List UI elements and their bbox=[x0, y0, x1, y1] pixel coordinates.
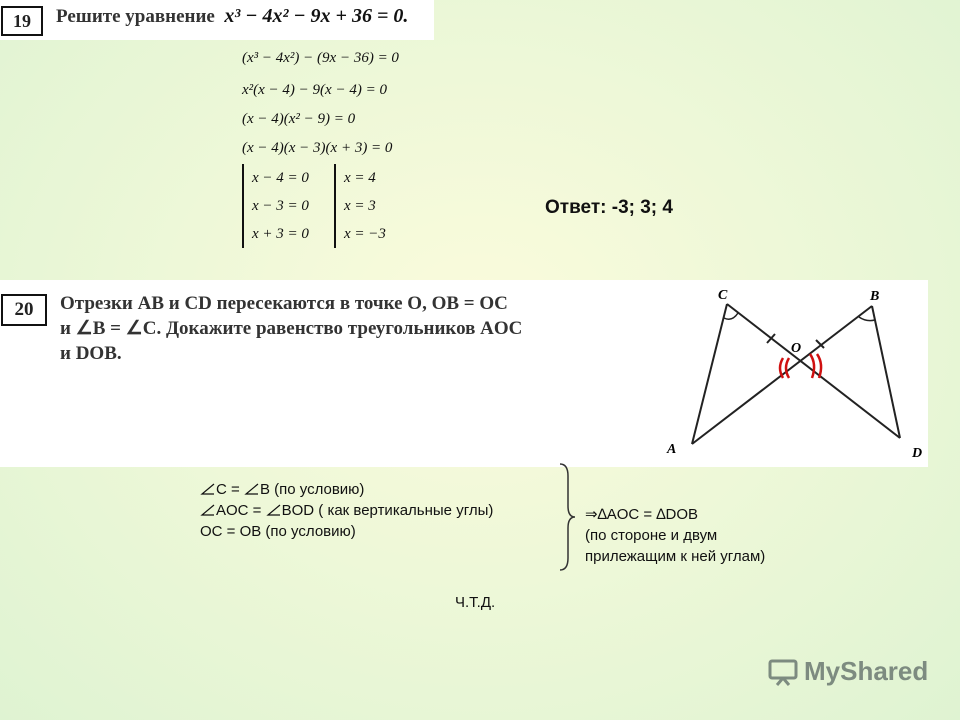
task20-text-line: и ∠B = ∠C. Докажите равенство треугольников AOC bbox=[60, 318, 523, 339]
task20-number: 20 bbox=[1, 294, 47, 326]
angle-b-mark bbox=[859, 317, 875, 321]
task20-text-line: Отрезки AB и CD пересекаются в точке O, OB = OC bbox=[60, 293, 508, 314]
qed: Ч.Т.Д. bbox=[455, 594, 496, 611]
conclusion bbox=[585, 504, 765, 567]
proof-line-angles-cb: C = B (по условию) bbox=[200, 479, 493, 500]
task20-text-line: и DOB. bbox=[60, 343, 122, 364]
right-brace bbox=[558, 462, 578, 572]
proof-line-vertical-angles: AOC = BOD ( как вертикальные углы) bbox=[200, 500, 493, 521]
system-left-row: x − 3 = 0 bbox=[252, 198, 309, 214]
system-right-row: x = 4 bbox=[344, 170, 376, 186]
watermark-text: MyShared bbox=[804, 656, 929, 686]
system-right-row: x = 3 bbox=[344, 198, 376, 214]
solution-step: (x³ − 4x²) − (9x − 36) = 0 bbox=[242, 50, 399, 66]
system-right-row: x = −3 bbox=[344, 226, 386, 242]
task19-number: 19 bbox=[1, 6, 43, 36]
label-d: D bbox=[912, 446, 923, 461]
solution-step: (x − 4)(x − 3)(x + 3) = 0 bbox=[242, 140, 393, 156]
angle-icon bbox=[200, 483, 216, 495]
label-c: C bbox=[718, 288, 728, 303]
system-left bbox=[242, 164, 328, 248]
vertical-angle-mark-left bbox=[786, 358, 789, 378]
vertical-angle-mark-left bbox=[780, 358, 783, 378]
task19-equation: x³ − 4x² − 9x + 36 = 0. bbox=[224, 5, 409, 27]
proof-lines bbox=[200, 479, 493, 542]
system-left-row: x + 3 = 0 bbox=[252, 226, 309, 242]
label-b: B bbox=[870, 289, 880, 304]
conclusion-equality: ⇒∆AOC = ∆DOB bbox=[585, 506, 699, 523]
label-a: A bbox=[667, 442, 677, 457]
conclusion-reason: прилежащим к ней углам) bbox=[585, 548, 766, 565]
proof-line-sides: OC = OB (по условию) bbox=[200, 523, 356, 540]
angle-c-mark bbox=[724, 313, 738, 319]
system-right bbox=[334, 164, 404, 248]
geometry-figure bbox=[630, 280, 930, 470]
task20-text bbox=[60, 291, 522, 366]
watermark bbox=[768, 656, 928, 687]
conclusion-reason: (по стороне и двум bbox=[585, 527, 718, 544]
task19-title: Решите уравнение x³ − 4x² − 9x + 36 = 0. bbox=[56, 5, 409, 27]
implies-icon: ⇒ bbox=[585, 506, 598, 523]
presentation-icon bbox=[768, 658, 798, 686]
solution-step: x²(x − 4) − 9(x − 4) = 0 bbox=[242, 82, 387, 98]
label-o: O bbox=[791, 341, 802, 356]
answer: Ответ: -3; 3; 4 bbox=[545, 197, 673, 218]
angle-icon bbox=[244, 483, 260, 495]
system-left-row: x − 4 = 0 bbox=[252, 170, 309, 186]
segment-bd bbox=[872, 306, 900, 438]
segment-ca bbox=[692, 304, 727, 444]
solution-step: (x − 4)(x² − 9) = 0 bbox=[242, 111, 356, 127]
angle-icon bbox=[200, 504, 216, 516]
vertical-angle-mark-right bbox=[810, 354, 814, 378]
angle-icon bbox=[266, 504, 282, 516]
